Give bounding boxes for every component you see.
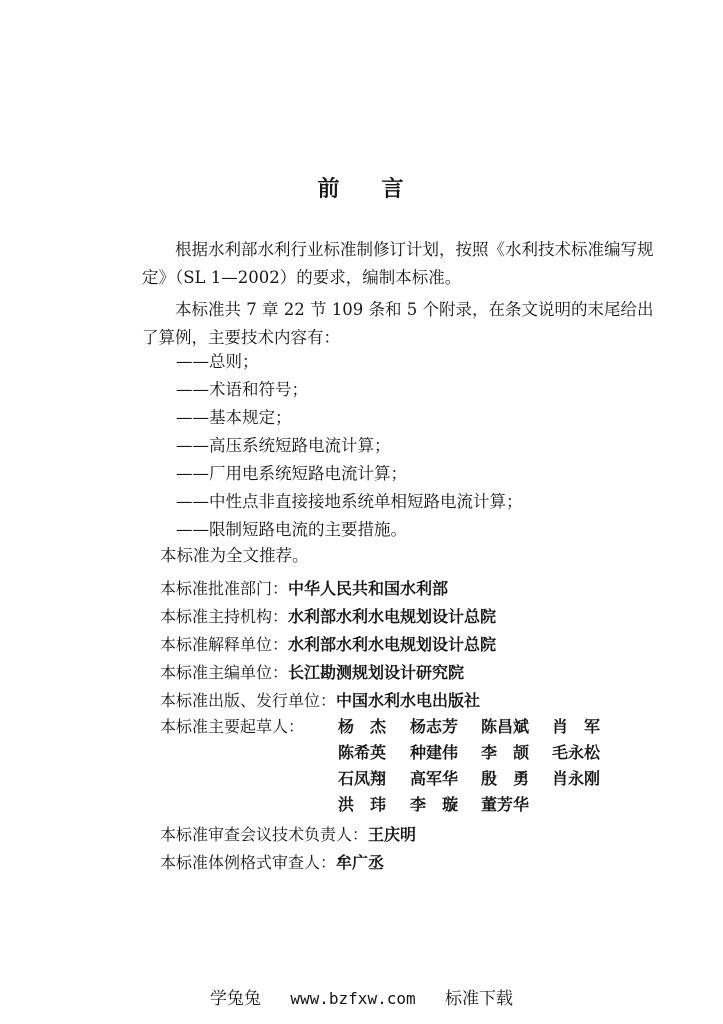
footer-download-label: 标准下载 <box>445 989 514 1009</box>
recommendation-note: 本标准为全文推荐。 <box>160 546 309 565</box>
drafter-name: 肖永刚 <box>552 769 601 788</box>
info-label: 本标准批准部门： <box>160 579 289 598</box>
info-label: 本标准主持机构： <box>160 607 289 626</box>
info-value: 牟广丞 <box>336 853 385 872</box>
info-value: 水利部水利水电规划设计总院 <box>288 607 497 626</box>
drafter-name: 殷 勇 <box>481 769 530 788</box>
format-reviewer-line <box>160 850 384 873</box>
drafters-row <box>338 740 628 764</box>
content-item: ——总则； <box>176 352 259 371</box>
info-value: 水利部水利水电规划设计总院 <box>288 635 497 654</box>
drafter-name: 毛永松 <box>552 743 601 762</box>
interpretation-unit-line <box>160 632 496 655</box>
footer-site-name: 学兔兔 <box>209 989 261 1009</box>
content-item: ——基本规定； <box>176 408 292 427</box>
drafters-row <box>338 766 628 790</box>
info-value: 王庆明 <box>368 825 417 844</box>
content-item: ——中性点非直接接地系统单相短路电流计算； <box>176 492 523 511</box>
drafters-label: 本标准主要起草人： <box>160 717 305 736</box>
publisher-line <box>160 688 480 711</box>
info-value: 中华人民共和国水利部 <box>288 579 449 598</box>
chief-editor-unit-line <box>160 660 464 683</box>
drafter-name: 董芳华 <box>481 795 530 814</box>
title-char-2: 言 <box>381 177 406 202</box>
approval-department-line <box>160 576 448 599</box>
drafter-name: 陈希英 <box>338 743 387 762</box>
drafters-row <box>338 792 628 816</box>
content-item: ——厂用电系统短路电流计算； <box>176 464 407 483</box>
info-label: 本标准体例格式审查人： <box>160 853 337 872</box>
footer-url-link[interactable]: www.bzfxw.com <box>290 989 416 1008</box>
content-item: ——术语和符号； <box>176 380 308 399</box>
content-item: ——高压系统短路电流计算； <box>176 436 391 455</box>
info-label: 本标准解释单位： <box>160 635 289 654</box>
info-label: 本标准主编单位： <box>160 663 289 682</box>
drafters-row <box>338 714 628 738</box>
review-lead-line <box>160 822 416 845</box>
drafter-name: 石凤翔 <box>338 769 387 788</box>
info-label: 本标准出版、发行单位： <box>160 691 337 710</box>
page-footer <box>0 984 723 1009</box>
info-label: 本标准审查会议技术负责人： <box>160 825 369 844</box>
drafter-name: 李 颉 <box>481 743 530 762</box>
page-title <box>0 172 723 203</box>
drafter-name: 高军华 <box>410 769 459 788</box>
content-summary-paragraph: 本标准共 7 章 22 节 109 条和 5 个附录，在条文说明的末尾给出了算例，主要技术内容有： <box>142 300 654 347</box>
drafter-name: 杨志芳 <box>410 717 459 736</box>
drafter-name: 杨 杰 <box>338 717 387 736</box>
content-item: ——限制短路电流的主要措施。 <box>176 520 407 539</box>
drafter-name: 陈昌斌 <box>481 717 530 736</box>
drafter-name: 肖 军 <box>552 717 601 736</box>
intro-paragraph: 根据水利部水利行业标准制修订计划，按照《水利技术标准编写规定》（SL 1—2002）的要求，编制本标准。 <box>142 240 654 287</box>
drafter-name: 种建伟 <box>410 743 459 762</box>
drafter-name: 洪 玮 <box>338 795 387 814</box>
host-organization-line <box>160 604 496 627</box>
drafter-name: 李 璇 <box>410 795 459 814</box>
info-value: 中国水利水电出版社 <box>336 691 481 710</box>
title-char-1: 前 <box>317 177 342 202</box>
info-value: 长江勘测规划设计研究院 <box>288 663 465 682</box>
